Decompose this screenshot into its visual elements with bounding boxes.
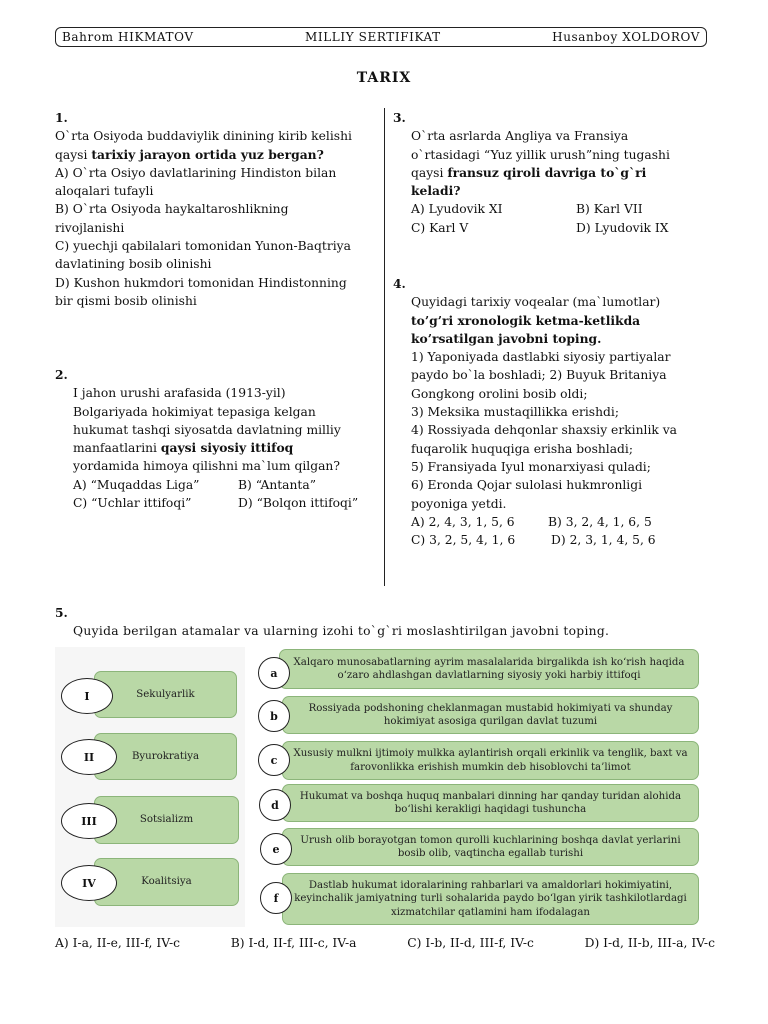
event-line: Gongkong orolini bosib oldi; [411,386,588,401]
question-5 [55,604,715,641]
question-text: hukumat tashqi siyosatda davlatning milliy [73,422,341,437]
header-center: MILLIY SERTIFIKAT [305,30,441,44]
question-text: manfaatlarini qaysi siyosiy ittifoq [73,440,294,456]
option-line[interactable]: aloqalari tufayli [55,184,154,199]
option-a[interactable]: A) Lyudovik XI [411,202,503,217]
question-2 [55,366,375,512]
event-line: fuqarolik huquqiga erisha boshladi; [411,441,634,456]
event-line: 4) Rossiyada dehqonlar shaxsiy erkinlik va [411,423,678,438]
definition-box-d: Hukumat va boshqa huquq manbalari dinning har qanday turidan alohida bo‘lishi kerakligi haqidagi tushuncha [282,784,699,822]
term-label-2: II [61,739,117,775]
option-b[interactable]: B) 3, 2, 4, 1, 6, 5 [548,514,652,529]
event-line: 5) Fransiyada Iyul monarxiyasi quladi; [411,459,651,474]
definition-label-f: f [260,882,292,914]
question-text: keladi? [411,183,461,199]
question-number: 4. [393,276,406,291]
event-line: 6) Eronda Qojar sulolasi hukmronligi [411,478,643,493]
event-line: 1) Yaponiyada dastlabki siyosiy partiyalar [411,350,671,365]
question-1 [55,109,375,310]
option-line[interactable]: davlatining bosib olinishi [55,257,212,272]
question-number: 5. [55,605,68,620]
definition-label-e: e [260,833,292,865]
term-label-4: IV [61,865,117,901]
term-box-3: Sotsializm [94,796,239,844]
option-b[interactable]: B) Karl VII [576,202,643,217]
question-text: o`rtasidagi “Yuz yillik urush”ning tugashi [411,147,670,162]
question-text: O`rta asrlarda Angliya va Fransiya [411,129,629,144]
option-d[interactable]: D) I-d, II-b, III-a, IV-c [584,936,715,950]
term-box-2: Byurokratiya [94,733,237,780]
question-text: ko’rsatilgan javobni toping. [411,330,602,346]
option-d[interactable]: D) “Bolqon ittifoqi” [238,496,359,511]
option-b[interactable]: B) “Antanta” [238,477,316,492]
option-a[interactable]: A) I-a, II-e, III-f, IV-c [55,936,181,950]
option-d[interactable]: D) Lyudovik IX [576,220,669,235]
question-text: qaysi tarixiy jarayon ortida yuz bergan? [55,146,324,162]
option-a[interactable]: A) 2, 4, 3, 1, 5, 6 [411,514,515,529]
event-line: poyoniga yetdi. [411,496,507,511]
question-text: Bolgariyada hokimiyat tepasiga kelgan [73,404,316,419]
definition-label-a: a [258,657,290,689]
question-4 [393,275,713,549]
option-line[interactable]: rivojlanishi [55,220,125,235]
option-line[interactable]: D) Kushon hukmdori tomonidan Hindistonning [55,275,347,290]
question-text: qaysi fransuz qiroli davriga to`g`ri [411,164,647,180]
question-text: Quyidagi tarixiy voqealar (ma`lumotlar) [411,295,661,310]
question-5-options [55,936,715,950]
definition-box-c: Xususiy mulkni ijtimoiy mulkka aylantirish orqali erkinlik va tenglik, baxt va farovonlikka erishish mumkin deb hisoblovchi ta’limot [282,741,699,780]
term-box-1: Sekulyarlik [94,671,237,718]
question-number: 3. [393,110,406,125]
option-b[interactable]: B) I-d, II-f, III-c, IV-a [230,936,357,950]
question-text: Quyida berilgan atamalar va ularning izohi to`g`ri moslashtirilgan javobni toping. [73,624,610,639]
question-text: I jahon urushi arafasida (1913-yil) [73,386,286,401]
page-header [55,27,707,47]
header-author-right: Husanboy XOLDOROV [552,30,700,44]
option-line[interactable]: bir qismi bosib olinishi [55,293,197,308]
question-3 [393,109,713,237]
definition-box-e: Urush olib borayotgan tomon qurolli kuchlarining boshqa davlat yerlarini bosib olib, vaqtincha egallab turishi [282,828,699,866]
page-title: TARIX [356,70,412,86]
column-divider [384,108,385,586]
option-c[interactable]: C) I-b, II-d, III-f, IV-c [407,936,534,950]
question-text: to’g’ri xronologik ketma-ketlikda [411,312,641,328]
event-line: 3) Meksika mustaqillikka erishdi; [411,405,619,420]
option-c[interactable]: C) “Uchlar ittifoqi” [73,496,192,511]
question-number: 1. [55,110,68,125]
option-line[interactable]: B) O`rta Osiyoda haykaltaroshlikning [55,202,289,217]
option-line[interactable]: A) O`rta Osiyo davlatlarining Hindiston bilan [55,165,337,180]
option-d[interactable]: D) 2, 3, 1, 4, 5, 6 [551,533,656,548]
question-text: O`rta Osiyoda buddaviylik dinining kirib kelishi [55,129,352,144]
option-c[interactable]: C) 3, 2, 5, 4, 1, 6 [411,533,516,548]
term-label-3: III [61,803,117,839]
definition-box-f: Dastlab hukumat idoralarining rahbarlari va amaldorlari hokimiyatini, keyinchalik jamiyatning turli sohalarida paydo bo‘lgan yirik tashkilotlardagi xizmatchilar qatlamini ham ifodalagan [282,873,699,925]
definition-box-a: Xalqaro munosabatlarning ayrim masalalarida birgalikda ish ko‘rish haqida o‘zaro ahdlashgan davlatlarning siyosiy yoki harbiy ittifoqi [279,649,699,689]
option-a[interactable]: A) “Muqaddas Liga” [73,477,200,492]
definition-label-d: d [259,789,291,821]
header-author-left: Bahrom HIKMATOV [62,30,194,44]
question-number: 2. [55,367,68,382]
option-line[interactable]: C) yuechji qabilalari tomonidan Yunon-Baqtriya [55,239,351,254]
term-label-1: I [61,678,113,714]
definition-box-b: Rossiyada podshoning cheklanmagan mustabid hokimiyati va shunday hokimiyat asosiga qurilgan davlat tuzumi [282,696,699,734]
definition-label-c: c [258,744,290,776]
question-text: yordamida himoya qilishni ma`lum qilgan? [73,459,340,474]
option-c[interactable]: C) Karl V [411,220,469,235]
event-line: paydo bo`la boshladi; 2) Buyuk Britaniya [411,368,667,383]
term-box-4: Koalitsiya [94,858,239,906]
definition-label-b: b [258,700,290,732]
